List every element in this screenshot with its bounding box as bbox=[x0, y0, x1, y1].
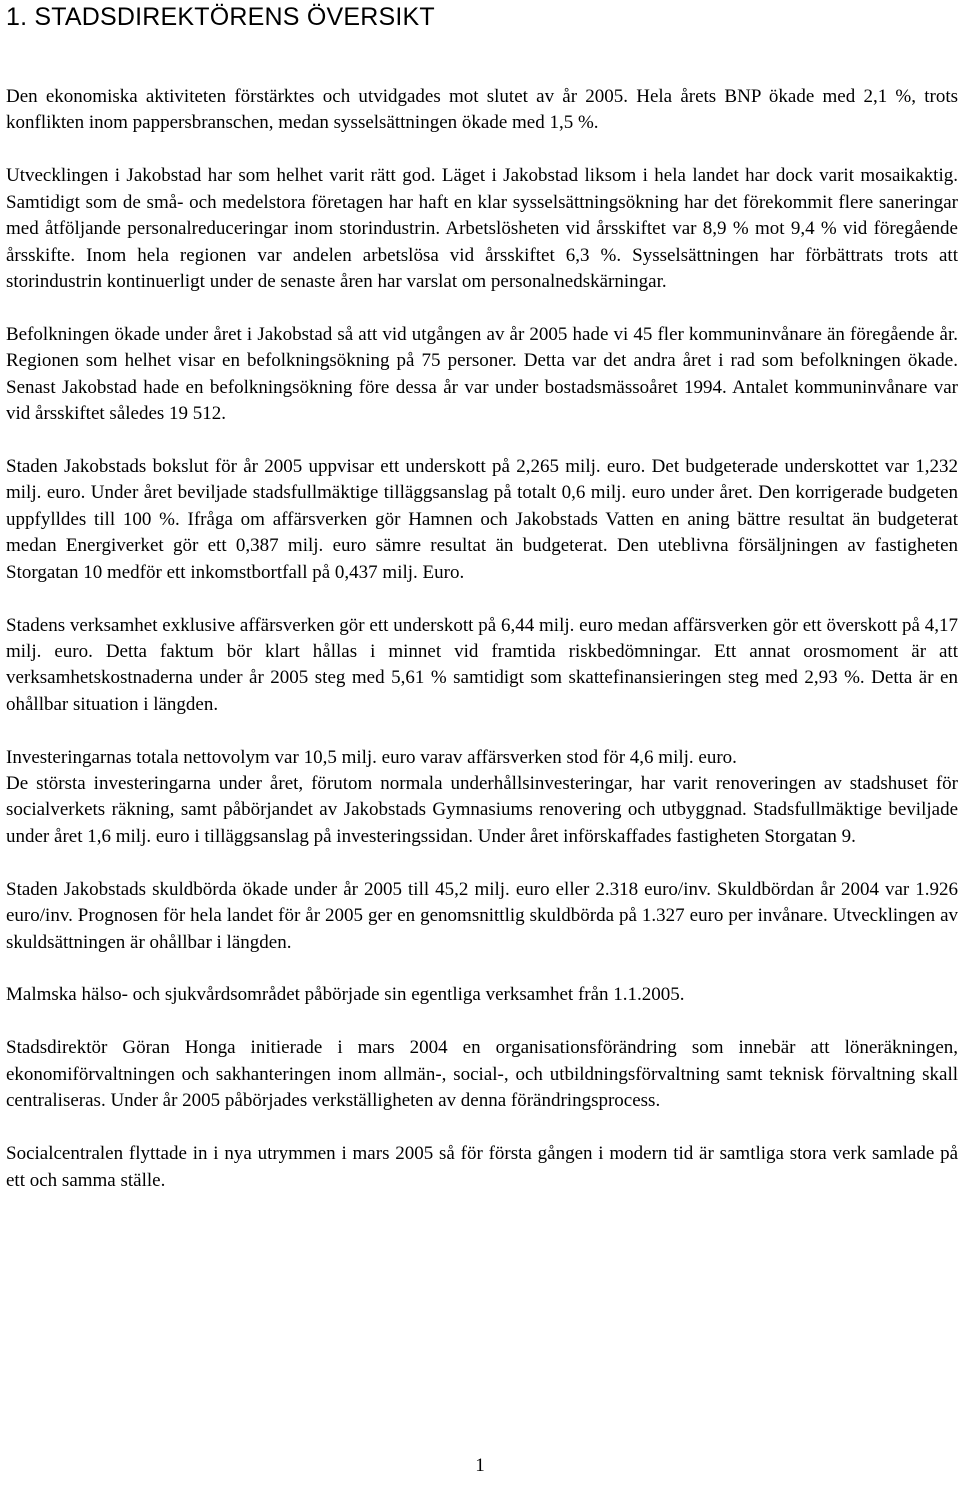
paragraph-largest-investments: De största investeringarna under året, förutom normala underhållsinvesteringar, har varit renoveringen av stadshuset för socialverkets räkning, samt påbörjandet av Jakobstads Gymnasiums renovering och utbyggnad. Stadsfullmäktige beviljade under året 1,6 milj. euro i tilläggsanslag på investeringssidan. Under året införskaffades fastigheten Storgatan 9. bbox=[6, 773, 958, 847]
paragraph-social-centre: Socialcentralen flyttade in i nya utrymmen i mars 2005 så för första gången i modern tid är samtliga stora verk samlade på ett och samma ställe. bbox=[6, 1143, 958, 1191]
paragraph-organisation-change: Stadsdirektör Göran Honga initierade i mars 2004 en organisationsförändring som innebär att löneräkningen, ekonomiförvaltningen och sakhanteringen inom allmän-, social-, och utbildningsförvaltning samt teknisk förvaltning skall centraliseras. Under år 2005 påbörjades verkställigheten av denna förändringsprocess. bbox=[6, 1037, 958, 1112]
paragraph-health-district: Malmska hälso- och sjukvårdsområdet påbörjade sin egentliga verksamhet från 1.1.2005. bbox=[6, 984, 685, 1006]
paragraph-economy: Den ekonomiska aktiviteten förstärktes och utvidgades mot slutet av år 2005. Hela årets BNP ökade med 2,1 %, trots konflikten inom pappersbranschen, medan sysselsättningen ökade med 1,5 %. bbox=[6, 86, 958, 134]
paragraph-investment-volume: Investeringarnas totala nettovolym var 10,5 milj. euro varav affärsverken stod för 4,6 milj. euro. bbox=[6, 746, 737, 768]
paragraph-jakobstad-development: Utvecklingen i Jakobstad har som helhet varit rätt god. Läget i Jakobstad liksom i hela landet har dock varit mosaikaktig. Samtidigt som de små- och medelstora företagen har haft en klar sysselsättningsökning har det förekommit flere saneringar med åtföljande personalreduceringar inom storindustrin. Arbetslösheten vid årsskiftet var 8,9 % mot 9,4 % vid föregående årsskifte. Inom hela regionen var andelen arbetslösa vid årsskiftet 6,3 %. Sysselsättningen har förbättrats trots att storindustrin kontinuerligt under de senaste åren har varslat om personalnedskärningar. bbox=[6, 165, 958, 292]
paragraph-population: Befolkningen ökade under året i Jakobstad så att vid utgången av år 2005 hade vi 45 fler kommuninvånare än föregående år. Regionen som helhet visar en befolkningsökning på 75 personer. Detta var det andra året i rad som befolkningen ökade. Senast Jakobstad hade en befolkningsökning före dessa år var under bostadsmässoåret 1994. Antalet kommuninvånare var vid årsskiftet således 19 512. bbox=[6, 323, 958, 425]
paragraph-operations-deficit: Stadens verksamhet exklusive affärsverken gör ett underskott på 6,44 milj. euro medan affärsverken gör ett överskott på 4,17 milj. euro. Detta faktum bör klart hållas i minnet vid framtida riskbedömningar. Ett annat orosmoment är att verksamhetskostnaderna under år 2005 steg med 5,61 % samtidigt som skattefinansieringen steg med 2,93 %. Detta är en ohållbar situation i längden. bbox=[6, 614, 958, 715]
paragraph-debt-burden: Staden Jakobstads skuldbörda ökade under år 2005 till 45,2 milj. euro eller 2.318 euro/inv. Skuldbördan år 2004 var 1.926 euro/inv. Prognosen för hela landet för år 2005 ger en genomsnittlig skuldbörda på 1.327 euro per invånare. Utvecklingen av skuldsättningen är ohållbar i längden. bbox=[6, 878, 958, 953]
body-text bbox=[6, 84, 958, 1220]
paragraph-financial-statement: Staden Jakobstads bokslut för år 2005 uppvisar ett underskott på 2,265 milj. euro. Det budgeterade underskottet var 1,232 milj. euro. Under året beviljade stadsfullmäktige tilläggsanslag på totalt 0,6 milj. euro under året. Den korrigerade budgeten uppfylldes till 100 %. Ifråga om affärsverken gör Hamnen och Jakobstads Vatten en aning bättre resultat än budgeterat medan Energiverket gör ett 0,387 milj. euro sämre resultat än budgeterat. Den uteblivna försäljningen av fastigheten Storgatan 10 medför ett inkomstbortfall på 0,437 milj. Euro. bbox=[6, 455, 958, 583]
page-number: 1 bbox=[475, 1455, 485, 1476]
section-heading: 1. STADSDIREKTÖRENS ÖVERSIKT bbox=[6, 3, 435, 31]
